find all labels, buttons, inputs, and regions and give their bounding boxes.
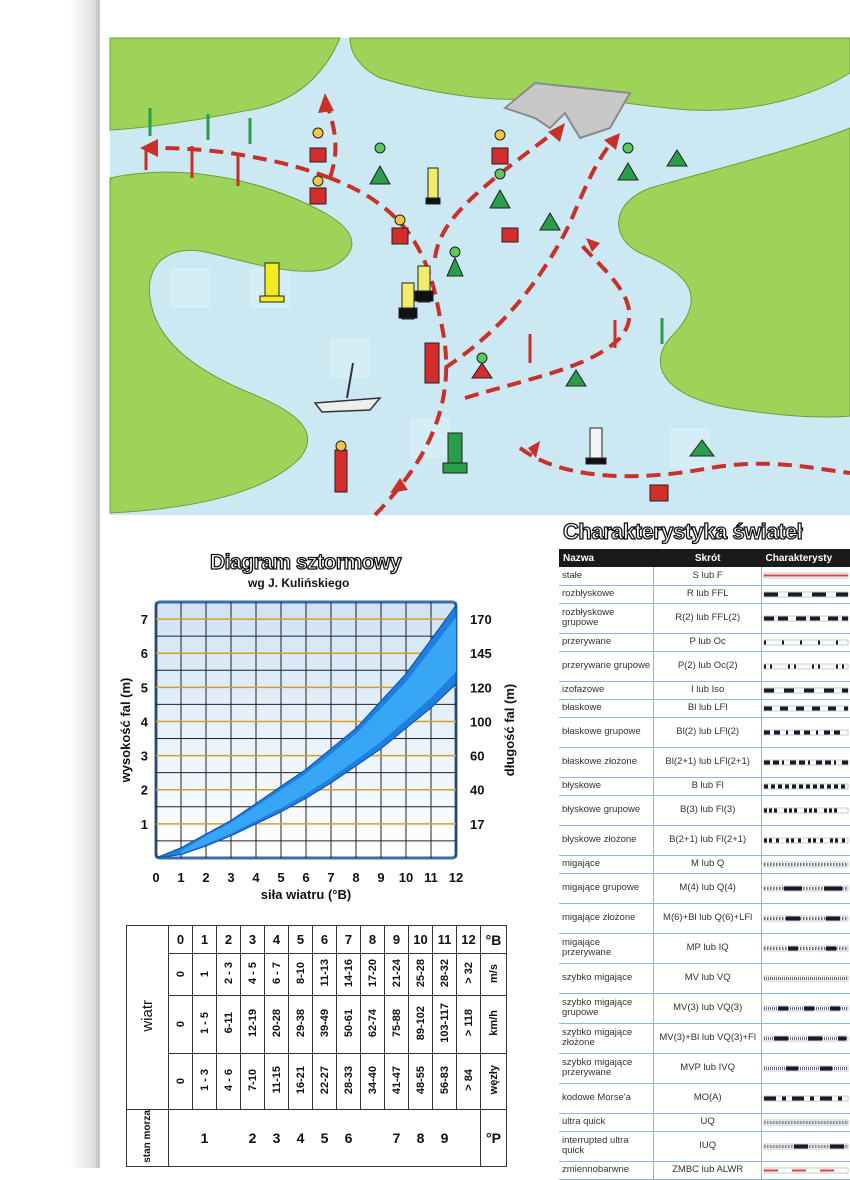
light-name: przerywane grupowe — [559, 651, 654, 681]
light-abbr: MP lub IQ — [654, 933, 762, 963]
col-header-name: Nazwa — [559, 549, 654, 567]
knots-value: 11-15 — [265, 1054, 289, 1110]
light-pattern-vq3fl — [764, 1036, 848, 1041]
x-tick-label: 6 — [302, 870, 310, 885]
sea-state-value: 6 — [337, 1110, 361, 1167]
kmh-value: 12-19 — [241, 996, 265, 1054]
beaufort-value: 7 — [337, 926, 361, 954]
light-pattern — [761, 603, 850, 633]
lights-row — [559, 747, 850, 777]
unit-beaufort: °B — [481, 926, 507, 954]
sea-state-value: 5 — [313, 1110, 337, 1167]
light-pattern — [761, 873, 850, 903]
lights-row — [559, 873, 850, 903]
knots-value: 48-55 — [409, 1054, 433, 1110]
light-pattern — [761, 795, 850, 825]
light-abbr: ZMBC lub ALWR — [654, 1161, 762, 1179]
lights-row — [559, 1113, 850, 1131]
ms-value: 28-32 — [433, 954, 457, 996]
light-pattern — [761, 903, 850, 933]
ms-value: 2 - 3 — [217, 954, 241, 996]
lights-row — [559, 855, 850, 873]
lights-row — [559, 1023, 850, 1053]
light-abbr: P(2) lub Oc(2) — [654, 651, 762, 681]
y-axis-ticks — [141, 612, 149, 832]
sea-state-value: 4 — [289, 1110, 313, 1167]
y2-tick-label: 170 — [470, 612, 492, 628]
light-pattern-iuq — [764, 1144, 848, 1149]
light-name: błyskowe — [559, 777, 654, 795]
y2-tick-label: 145 — [470, 646, 492, 662]
kmh-value: 50-61 — [337, 996, 361, 1054]
knots-value: 34-40 — [361, 1054, 385, 1110]
y2-tick-label: 120 — [470, 680, 492, 696]
storm-diagram-subtitle: wg J. Kulińskiego — [248, 576, 350, 590]
light-pattern-fl21 — [764, 838, 848, 843]
light-pattern-occ — [764, 640, 848, 645]
light-abbr: M(4) lub Q(4) — [654, 873, 762, 903]
light-pattern-iq — [764, 946, 848, 951]
light-name: błaskowe złożone — [559, 747, 654, 777]
x-tick-label: 0 — [152, 870, 160, 885]
beaufort-value: 4 — [265, 926, 289, 954]
light-abbr: B lub Fl — [654, 777, 762, 795]
kmh-value: 20-28 — [265, 996, 289, 1054]
light-abbr: MO(A) — [654, 1083, 762, 1113]
y2-axis-ticks — [470, 612, 492, 832]
light-name: szybko migające złożone — [559, 1023, 654, 1053]
ms-value: 0 — [169, 954, 193, 996]
x-tick-label: 3 — [227, 870, 235, 885]
beaufort-value: 11 — [433, 926, 457, 954]
beaufort-value: 3 — [241, 926, 265, 954]
light-pattern — [761, 1131, 850, 1161]
y-tick-label: 6 — [140, 646, 148, 662]
light-name: rozbłyskowe grupowe — [559, 603, 654, 633]
y2-tick-label: 17 — [470, 816, 485, 832]
kmh-value: 89-102 — [409, 996, 433, 1054]
light-pattern — [761, 777, 850, 795]
light-abbr: S lub F — [654, 567, 762, 585]
light-abbr: M lub Q — [654, 855, 762, 873]
light-pattern-long — [764, 592, 848, 597]
x-tick-label: 5 — [277, 870, 285, 885]
beaufort-value: 12 — [457, 926, 481, 954]
y2-tick-label: 100 — [470, 714, 492, 730]
light-abbr: I lub Iso — [654, 681, 762, 699]
lights-row — [559, 777, 850, 795]
y-axis-label: wysokość fal (m) — [118, 677, 133, 783]
ms-value: 1 — [193, 954, 217, 996]
sea-state-value: 2 — [241, 1110, 265, 1167]
light-pattern-long2 — [764, 616, 848, 621]
knots-value: 16-21 — [289, 1054, 313, 1110]
lights-row — [559, 1161, 850, 1179]
light-name: migające grupowe — [559, 873, 654, 903]
unit-sea: °P — [481, 1110, 507, 1167]
light-name: izofazowe — [559, 681, 654, 699]
lights-row — [559, 1131, 850, 1161]
light-pattern-iso — [764, 688, 848, 693]
light-pattern — [761, 567, 850, 585]
lights-row — [559, 603, 850, 633]
light-pattern-vq — [764, 976, 848, 981]
y2-axis-label: długość fal (m) — [502, 683, 517, 777]
knots-value: 56-83 — [433, 1054, 457, 1110]
x-tick-label: 12 — [448, 870, 464, 885]
kmh-value: 1 - 5 — [193, 996, 217, 1054]
lights-row — [559, 651, 850, 681]
light-pattern-lfl — [764, 706, 848, 711]
light-abbr: R(2) lub FFL(2) — [654, 603, 762, 633]
sea-state-value: 7 — [385, 1110, 409, 1167]
sea-state-value — [217, 1110, 241, 1167]
light-pattern — [761, 1083, 850, 1113]
y-tick-label: 7 — [140, 612, 148, 628]
light-pattern-alt — [764, 1168, 848, 1173]
ms-value: 8-10 — [289, 954, 313, 996]
beaufort-value: 1 — [193, 926, 217, 954]
y2-tick-label: 40 — [470, 782, 485, 798]
sea-state-value — [361, 1110, 385, 1167]
light-pattern — [761, 633, 850, 651]
light-name: szybko migające grupowe — [559, 993, 654, 1023]
kmh-value: > 118 — [457, 996, 481, 1054]
beaufort-value: 0 — [169, 926, 193, 954]
light-pattern — [761, 855, 850, 873]
light-name: kodowe Morse'a — [559, 1083, 654, 1113]
lights-row — [559, 717, 850, 747]
light-abbr: IUQ — [654, 1131, 762, 1161]
kmh-value: 6-11 — [217, 996, 241, 1054]
light-name: przerywane — [559, 633, 654, 651]
light-pattern-fl3 — [764, 808, 848, 813]
light-pattern-fixed — [764, 573, 848, 578]
light-pattern-q4 — [764, 886, 848, 891]
light-name: ultra quick — [559, 1113, 654, 1131]
x-tick-label: 11 — [424, 870, 438, 885]
light-abbr: B(2+1) lub Fl(2+1) — [654, 825, 762, 855]
knots-value: 0 — [169, 1054, 193, 1110]
lights-row — [559, 963, 850, 993]
light-pattern — [761, 681, 850, 699]
lights-row — [559, 633, 850, 651]
sea-state-value — [457, 1110, 481, 1167]
col-header-abbr: Skrót — [654, 549, 762, 567]
sea-state-value: 8 — [409, 1110, 433, 1167]
light-name: migające — [559, 855, 654, 873]
lights-row — [559, 699, 850, 717]
wind-row-label: wiatr — [127, 926, 169, 1110]
light-pattern-uq — [764, 1120, 848, 1125]
light-pattern — [761, 1053, 850, 1083]
light-pattern — [761, 585, 850, 603]
kmh-value: 62-74 — [361, 996, 385, 1054]
lights-row — [559, 681, 850, 699]
knots-value: 41-47 — [385, 1054, 409, 1110]
x-tick-label: 7 — [327, 870, 335, 885]
lights-table — [559, 549, 850, 1180]
lights-row — [559, 903, 850, 933]
storm-chart — [110, 590, 530, 910]
sea-state-label: stan morza — [127, 1110, 169, 1167]
ms-value: 4 - 5 — [241, 954, 265, 996]
y-tick-label: 2 — [140, 782, 148, 798]
light-name: stałe — [559, 567, 654, 585]
light-abbr: M(6)+Bl lub Q(6)+LFl — [654, 903, 762, 933]
kmh-value: 103-117 — [433, 996, 457, 1054]
unit-kmh: km/h — [481, 996, 507, 1054]
light-name: błaskowe grupowe — [559, 717, 654, 747]
light-abbr: Bl lub LFl — [654, 699, 762, 717]
x-axis-ticks — [152, 870, 463, 885]
lights-row — [559, 795, 850, 825]
light-pattern — [761, 1023, 850, 1053]
light-pattern — [761, 699, 850, 717]
sea-state-value: 1 — [193, 1110, 217, 1167]
light-name: migające złożone — [559, 903, 654, 933]
light-name: błyskowe grupowe — [559, 795, 654, 825]
harbor-map-illustration — [110, 38, 850, 515]
ms-value: 11-13 — [313, 954, 337, 996]
light-pattern — [761, 1113, 850, 1131]
page-edge — [96, 0, 100, 1168]
lights-row — [559, 1083, 850, 1113]
lights-row — [559, 825, 850, 855]
light-abbr: R lub FFL — [654, 585, 762, 603]
light-name: interrupted ultra quick — [559, 1131, 654, 1161]
light-abbr: Bl(2+1) lub LFl(2+1) — [654, 747, 762, 777]
lights-row — [559, 585, 850, 603]
knots-value: 22-27 — [313, 1054, 337, 1110]
ms-value: 17-20 — [361, 954, 385, 996]
ms-value: 14-16 — [337, 954, 361, 996]
knots-value: 7-10 — [241, 1054, 265, 1110]
light-pattern-lfl2 — [764, 730, 848, 735]
light-name: migające przerywane — [559, 933, 654, 963]
light-name: zmiennobarwne — [559, 1161, 654, 1179]
beaufort-value: 2 — [217, 926, 241, 954]
storm-diagram-title: Diagram sztormowy — [210, 551, 402, 574]
y-tick-label: 4 — [140, 714, 148, 730]
knots-value: 1 - 3 — [193, 1054, 217, 1110]
light-pattern — [761, 651, 850, 681]
lights-row — [559, 1053, 850, 1083]
beaufort-value: 9 — [385, 926, 409, 954]
unit-knots: węzły — [481, 1054, 507, 1110]
kmh-value: 75-88 — [385, 996, 409, 1054]
x-tick-label: 2 — [202, 870, 210, 885]
light-pattern — [761, 1161, 850, 1179]
sea-state-value: 3 — [265, 1110, 289, 1167]
light-name: błaskowe — [559, 699, 654, 717]
light-pattern-occ2 — [764, 664, 848, 669]
light-name: rozbłyskowe — [559, 585, 654, 603]
light-name: szybko migające — [559, 963, 654, 993]
ms-value: 6 - 7 — [265, 954, 289, 996]
y2-tick-label: 60 — [470, 748, 485, 764]
light-pattern-morse — [764, 1096, 848, 1101]
light-pattern — [761, 963, 850, 993]
x-tick-label: 1 — [177, 870, 185, 885]
light-name: błyskowe złożone — [559, 825, 654, 855]
y-tick-label: 5 — [140, 680, 148, 696]
ms-value: 21-24 — [385, 954, 409, 996]
light-pattern — [761, 993, 850, 1023]
beaufort-value: 5 — [289, 926, 313, 954]
x-tick-label: 9 — [377, 870, 385, 885]
light-pattern — [761, 717, 850, 747]
lights-title: Charakterystyka świateł — [563, 519, 803, 544]
kmh-value: 0 — [169, 996, 193, 1054]
light-abbr: Bl(2) lub LFl(2) — [654, 717, 762, 747]
lights-row — [559, 933, 850, 963]
y-tick-label: 3 — [140, 748, 148, 764]
light-pattern-fl — [764, 784, 848, 789]
beaufort-value: 6 — [313, 926, 337, 954]
sea-state-value: 9 — [433, 1110, 457, 1167]
y-tick-label: 1 — [140, 816, 148, 832]
x-tick-label: 8 — [352, 870, 360, 885]
kmh-value: 29-38 — [289, 996, 313, 1054]
light-pattern-lfl21 — [764, 760, 848, 765]
light-name: szybko migające przerywane — [559, 1053, 654, 1083]
light-pattern-q6 — [764, 916, 848, 921]
light-pattern — [761, 747, 850, 777]
lights-row — [559, 567, 850, 585]
light-pattern-vq3 — [764, 1006, 848, 1011]
light-pattern — [761, 825, 850, 855]
beaufort-value: 10 — [409, 926, 433, 954]
x-axis-label: siła wiatru (°B) — [260, 887, 352, 902]
knots-value: 4 - 6 — [217, 1054, 241, 1110]
light-abbr: MV(3) lub VQ(3) — [654, 993, 762, 1023]
light-pattern — [761, 933, 850, 963]
ms-value: > 32 — [457, 954, 481, 996]
x-tick-label: 4 — [252, 870, 260, 885]
knots-value: > 84 — [457, 1054, 481, 1110]
light-pattern-q — [764, 862, 848, 867]
light-abbr: MV(3)+Bl lub VQ(3)+Fl — [654, 1023, 762, 1053]
light-abbr: MV lub VQ — [654, 963, 762, 993]
x-tick-label: 10 — [398, 870, 414, 885]
light-pattern-ivq — [764, 1066, 848, 1071]
wind-scale-table — [126, 925, 507, 1167]
light-abbr: P lub Oc — [654, 633, 762, 651]
sea-state-value — [169, 1110, 193, 1167]
unit-ms: m/s — [481, 954, 507, 996]
col-header-char: Charakterysty — [761, 549, 850, 567]
light-abbr: MVP lub IVQ — [654, 1053, 762, 1083]
light-abbr: B(3) lub Fl(3) — [654, 795, 762, 825]
knots-value: 28-33 — [337, 1054, 361, 1110]
lights-row — [559, 993, 850, 1023]
ms-value: 25-28 — [409, 954, 433, 996]
beaufort-value: 8 — [361, 926, 385, 954]
kmh-value: 39-49 — [313, 996, 337, 1054]
light-abbr: UQ — [654, 1113, 762, 1131]
